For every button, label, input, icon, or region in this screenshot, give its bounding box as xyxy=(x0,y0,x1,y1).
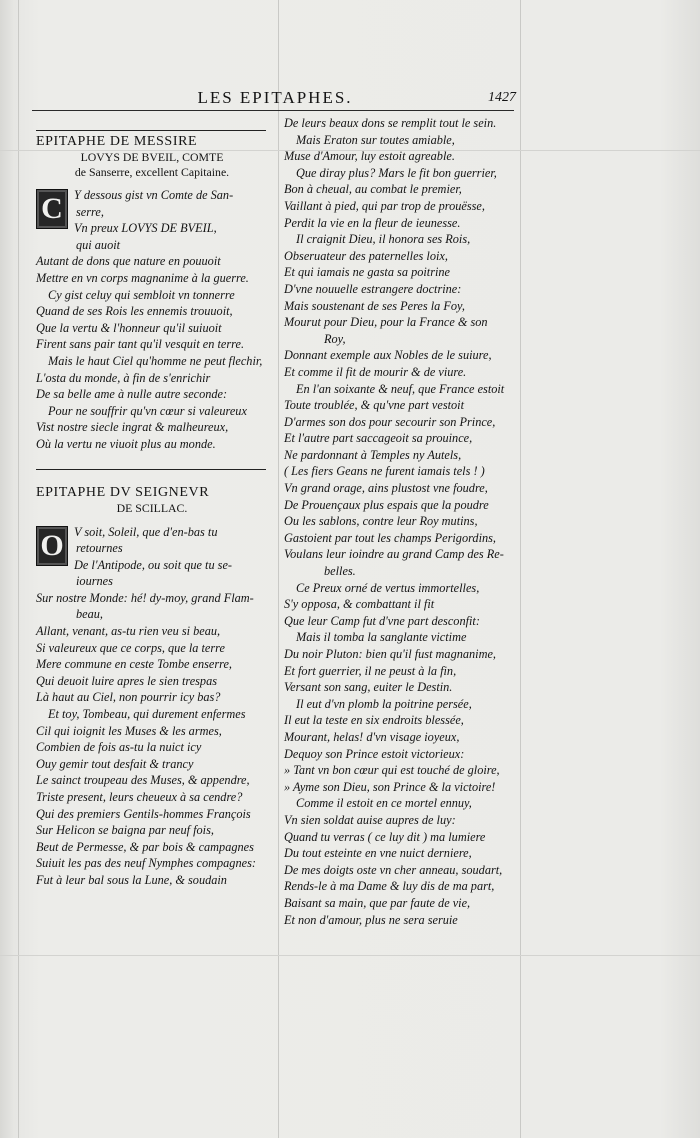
verse-line: Cy gist celuy qui sembloit vn tonnerre xyxy=(48,287,235,302)
verse-line: Ce Preux orné de vertus immortelles, xyxy=(296,580,480,595)
verse-line: De Prouençaux plus espais que la poudre xyxy=(284,497,489,512)
verse-line: Versant son sang, euiter le Destin. xyxy=(284,680,453,695)
verse-line: Vn sien soldat auise aupres de luy: xyxy=(284,812,456,827)
verse-line: Vist nostre siecle ingrat & malheureux, xyxy=(36,420,229,435)
verse-line: Il craignit Dieu, il honora ses Rois, xyxy=(296,232,471,247)
left-column xyxy=(36,118,276,889)
header-rule xyxy=(32,110,514,111)
verse-line: Quand de ses Rois les ennemis trouuoit, xyxy=(36,304,233,319)
verse-line: De leurs beaux dons se remplit tout le sein. xyxy=(284,116,497,130)
title-rule xyxy=(36,130,266,131)
verse-line: Que la vertu & l'honneur qu'il suiuoit xyxy=(36,320,222,335)
verse-line: qui auoit xyxy=(76,237,121,252)
verse-line: Le sainct troupeau des Muses, & appendre, xyxy=(36,773,250,788)
verse-line: De l'Antipode, ou soit que tu se- xyxy=(74,557,233,572)
verse-line: Et comme il fit de mourir & de viure. xyxy=(284,364,467,379)
verse-line: Cil qui ioignit les Muses & les armes, xyxy=(36,723,222,738)
verse-line: Ouy gemir tout desfait & trancy xyxy=(36,756,194,771)
verse-line: Mais il tomba la sanglante victime xyxy=(296,630,467,645)
verse-line: Vn preux LOVYS DE BVEIL, xyxy=(74,221,217,236)
verse-line: De mes doigts oste vn cher anneau, soudart, xyxy=(284,862,503,877)
verse-line: Bon à cheual, au combat le premier, xyxy=(284,182,462,197)
verse-line: Sur Helicon se baigna par neuf fois, xyxy=(36,823,214,838)
grid-line xyxy=(0,955,700,956)
verse-line: beau, xyxy=(76,607,103,622)
verse-line: Combien de fois as-tu la nuict icy xyxy=(36,740,202,755)
verse-line: Sur nostre Monde: hé! dy-moy, grand Flam- xyxy=(36,590,254,605)
verse-line: serre, xyxy=(76,204,104,219)
verse-line: Mourut pour Dieu, pour la France & son xyxy=(284,315,488,330)
verse-line: Que leur Camp fut d'vne part desconfit: xyxy=(284,613,480,628)
verse-line: D'armes son dos pour secourir son Prince, xyxy=(284,414,496,429)
verse-line: Mere commune en ceste Tombe enserre, xyxy=(36,657,233,672)
verse-line: Mettre en vn corps magnanime à la guerre. xyxy=(36,270,249,285)
right-column xyxy=(284,115,520,928)
verse-line: » Tant vn bon cœur qui est touché de gloire, xyxy=(284,763,500,778)
drop-cap: C xyxy=(36,189,68,229)
verse-line: Suiuit les pas des neuf Nymphes compagnes: xyxy=(36,856,256,871)
verse-line: Autant de dons que nature en pouuoit xyxy=(36,254,221,269)
verse-line: Muse d'Amour, luy estoit agreable. xyxy=(284,149,455,164)
verse-line: Où la vertu ne viuoit plus au monde. xyxy=(36,436,216,451)
verse-line: Et toy, Tombeau, qui durement enfermes xyxy=(48,707,246,722)
epitaph-subtitle: de Sanserre, excellent Capitaine. xyxy=(74,165,230,179)
verse-line: Toute troublée, & qu'vne part vestoit xyxy=(284,398,465,413)
page-number: 1427 xyxy=(488,90,516,105)
verse-line: D'vne nouuelle estrangere doctrine: xyxy=(284,281,462,296)
drop-cap: O xyxy=(36,526,68,566)
verse-line: Vaillant à pied, qui par trop de prouësse, xyxy=(284,198,485,213)
grid-line xyxy=(520,0,521,1138)
verse-line: retournes xyxy=(76,541,123,556)
verse-line: Du tout esteinte en vne nuict derniere, xyxy=(284,846,472,861)
verse-line: S'y opposa, & combattant il fit xyxy=(284,597,435,612)
verse-line: Fut à leur bal sous la Lune, & soudain xyxy=(36,872,227,887)
verse-line: Allant, venant, as-tu rien veu si beau, xyxy=(36,624,221,639)
verse-line: Y dessous gist vn Comte de San- xyxy=(74,188,234,202)
verse-line: V soit, Soleil, que d'en-bas tu xyxy=(74,524,218,539)
verse-line: Qui deuoit luire apres le sien trespas xyxy=(36,673,218,688)
verse-line: Comme il estoit en ce mortel ennuy, xyxy=(296,796,472,811)
verse-line: Mais Eraton sur toutes amiable, xyxy=(296,132,455,147)
grid-line xyxy=(18,0,19,1138)
verse-line: Il eut d'vn plomb la poitrine persée, xyxy=(296,696,472,711)
verse-line: Du noir Pluton: bien qu'il fust magnanime, xyxy=(284,647,497,661)
verse-line: iournes xyxy=(76,574,113,589)
verse-line: Donnant exemple aux Nobles de le suiure, xyxy=(284,348,492,363)
epitaph-subtitle: LOVYS DE BVEIL, COMTE xyxy=(80,150,224,164)
verse-line: Qui des premiers Gentils-hommes François xyxy=(36,806,251,821)
verse-line: Vn grand orage, ains plustost vne foudre, xyxy=(284,481,488,496)
verse-line: Firent sans pair tant qu'il vesquit en terre. xyxy=(36,337,245,352)
verse-line: Beut de Permesse, & par bois & campagnes xyxy=(36,839,254,854)
verse-line: Et qui iamais ne gasta sa poitrine xyxy=(284,265,451,280)
verse-line: En l'an soixante & neuf, que France estoit xyxy=(296,381,505,396)
verse-line: Dequoy son Prince estoit victorieux: xyxy=(284,746,465,761)
verse-line: Gastoient par tout les champs Perigordins, xyxy=(284,530,497,545)
verse-line: Ou les sablons, contre leur Roy mutins, xyxy=(284,514,478,529)
verse-line: Rends-le à ma Dame & luy dis de ma part, xyxy=(284,879,495,894)
verse-line: Mais le haut Ciel qu'homme ne peut flechir, xyxy=(48,353,263,368)
verse-line: Obseruateur des paternelles loix, xyxy=(284,248,448,263)
verse-line: » Ayme son Dieu, son Prince & la victoire! xyxy=(284,779,496,794)
verse-line: De sa belle ame à nulle autre seconde: xyxy=(36,387,228,402)
verse-line: Mourant, helas! d'vn visage ioyeux, xyxy=(284,729,460,744)
grid-line xyxy=(278,0,279,1138)
verse-line: Ne pardonnant à Temples ny Autels, xyxy=(284,447,462,462)
epitaph-title: EPITAPHE DV SEIGNEVR xyxy=(36,484,210,500)
verse-line: Si valeureux que ce corps, que la terre xyxy=(36,640,225,655)
verse-line: Triste present, leurs cheueux à sa cendre? xyxy=(36,790,243,804)
verse-line: ( Les fiers Geans ne furent iamais tels ! ) xyxy=(284,464,485,479)
verse-line: Roy, xyxy=(324,331,346,346)
verse-line: Quand tu verras ( ce luy dit ) ma lumiere xyxy=(284,829,486,844)
verse-line: L'osta du monde, à fin de s'enrichir xyxy=(36,370,211,385)
verse-line: belles. xyxy=(324,564,356,579)
verse-line: Et l'autre part saccageoit sa prouince, xyxy=(284,431,473,446)
verse-line: Que diray plus? Mars le fit bon guerrier, xyxy=(296,165,497,180)
verse-line: Et fort guerrier, il ne peust à la fin, xyxy=(284,663,457,678)
verse-line: Et non d'amour, plus ne sera seruie xyxy=(284,912,458,927)
verse-line: Baisant sa main, que par faute de vie, xyxy=(284,895,471,910)
running-head: LES EPITAPHES. xyxy=(197,88,353,107)
verse-line: Pour ne souffrir qu'vn cœur si valeureux xyxy=(48,403,247,418)
epitaph-title: EPITAPHE DE MESSIRE xyxy=(36,134,198,149)
verse-line: Mais soustenant de ses Peres la Foy, xyxy=(284,298,465,313)
verse-line: Voulans leur ioindre au grand Camp des Re- xyxy=(284,547,504,562)
verse-line: Il eut la teste en six endroits blessée, xyxy=(284,713,464,728)
verse-line: Perdit la vie en la fleur de ieunesse. xyxy=(284,215,461,230)
epitaph-subtitle: DE SCILLAC. xyxy=(116,500,188,515)
verse-line: Là haut au Ciel, non pourrir icy bas? xyxy=(36,690,221,705)
